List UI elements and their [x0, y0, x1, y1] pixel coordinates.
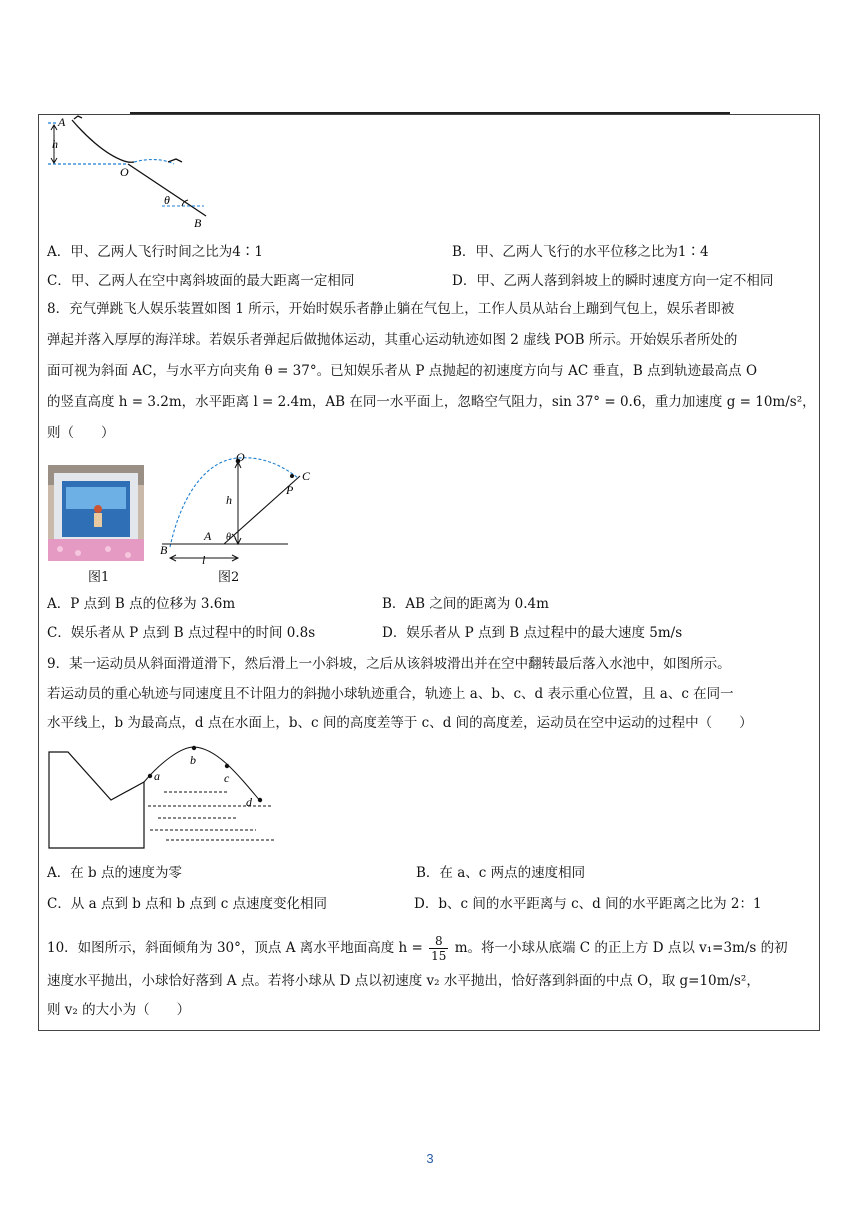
- q10-stem-line-3: 则 v₂ 的大小为（ ）: [47, 1002, 191, 1018]
- q9-fig-label-a: a: [154, 769, 160, 783]
- q8-fig-label-C: C: [302, 469, 311, 483]
- q8-stem-line-3: 面可视为斜面 AC，与水平方向夹角 θ = 37°。已知娱乐者从 P 点抛起的初速度方向与 AC 垂直，B 点到轨迹最高点 O: [47, 363, 758, 379]
- q8-fig-label-h: h: [226, 493, 232, 507]
- q7-option-c: C．甲、乙两人在空中离斜坡面的最大距离一定相同: [47, 273, 355, 289]
- q7-option-a: A．甲、乙两人飞行时间之比为4∶1: [47, 244, 263, 260]
- q10-stem-line-2: 速度水平抛出，小球恰好落到 A 点。若将小球从 D 点以初速度 v₂ 水平抛出，恰好落到斜面的中点 O，取 g=10m/s²，: [47, 973, 760, 989]
- q10-stem-line-1-start: 10．如图所示，斜面倾角为 30°，顶点 A 离水平地面高度 h =: [47, 940, 423, 956]
- q10-stem-line-1-end: m。将一小球从底端 C 的正上方 D 点以 v₁=3m/s 的初: [454, 940, 788, 956]
- q8-fig-label-l: l: [202, 553, 206, 567]
- q8-fig-label-A: A: [204, 529, 212, 543]
- q9-fig-label-d: d: [246, 795, 252, 809]
- q8-fig-label-O: O: [236, 450, 245, 464]
- q8-stem-line-5: 则（ ）: [47, 425, 115, 441]
- q10-stem-line-1: [47, 934, 788, 963]
- q8-stem-line-1: 8．充气弹跳飞人娱乐装置如图 1 所示，开始时娱乐者静止躺在气包上，工作人员从站台上蹦到气包上，娱乐者即被: [47, 301, 735, 317]
- q8-fig-label-B: B: [160, 543, 168, 557]
- q8-fig-label-P: P: [286, 483, 294, 497]
- q7-fig-label-O: O: [120, 165, 129, 179]
- q9-stem-line-3: 水平线上，b 为最高点，d 点在水面上，b、c 间的高度差等于 c、d 间的高度差，运动员在空中运动的过程中（ ）: [47, 715, 753, 731]
- q7-fig-label-B: B: [194, 216, 202, 230]
- q7-figure: [44, 114, 214, 232]
- q8-fig2-caption: 图2: [218, 570, 240, 585]
- q8-option-d: D．娱乐者从 P 点到 B 点过程中的最大速度 5m/s: [382, 625, 683, 641]
- q7-option-b: B．甲、乙两人飞行的水平位移之比为1∶4: [452, 244, 709, 260]
- q9-stem-line-2: 若运动员的重心轨迹与同速度且不计阻力的斜抛小球轨迹重合，轨迹上 a、b、c、d 表示重心位置，且 a、c 在同一: [47, 686, 734, 702]
- q8-photo: [48, 465, 144, 561]
- q8-stem-line-2: 弹起并落入厚厚的海洋球。若娱乐者弹起后做抛体运动，其重心运动轨迹如图 2 虚线 POB 所示。开始娱乐者所处的: [47, 332, 738, 348]
- q9-fig-label-b: b: [190, 753, 196, 767]
- q8-stem-line-4: 的竖直高度 h = 3.2m，水平距离 l = 2.4m，AB 在同一水平面上，忽略空气阻力，sin 37° = 0.6，重力加速度 g = 10m/s²，: [47, 394, 816, 410]
- q9-fig-label-c: c: [224, 771, 230, 785]
- q9-option-c: C．从 a 点到 b 点和 b 点到 c 点速度变化相同: [47, 896, 328, 912]
- q9-figure: [46, 742, 278, 850]
- q8-fig1-caption: 图1: [88, 570, 110, 585]
- page-number: 3: [426, 1151, 434, 1166]
- q9-option-d: D．b、c 间的水平距离与 c、d 间的水平距离之比为 2：1: [414, 896, 762, 912]
- q7-option-d: D．甲、乙两人落到斜坡上的瞬时速度方向一定不相同: [452, 273, 774, 289]
- q8-option-a: A．P 点到 B 点的位移为 3.6m: [47, 596, 236, 612]
- fraction-numerator: 8: [429, 934, 448, 949]
- q9-option-a: A．在 b 点的速度为零: [47, 865, 182, 881]
- q8-option-c: C．娱乐者从 P 点到 B 点过程中的时间 0.8s: [47, 625, 316, 641]
- q8-fig-label-theta: θ: [226, 532, 231, 543]
- fraction-denominator: 15: [431, 949, 447, 963]
- q9-stem-line-1: 9．某一运动员从斜面滑道滑下，然后滑上一小斜坡，之后从该斜坡滑出并在空中翻转最后落入水池中，如图所示。: [47, 656, 731, 672]
- q8-option-b: B．AB 之间的距离为 0.4m: [382, 596, 549, 612]
- q8-diagram: [158, 450, 311, 567]
- q7-fig-label-theta: θ: [164, 193, 170, 207]
- q10-height-fraction: [429, 934, 448, 963]
- q7-fig-label-h: h: [52, 137, 58, 151]
- q7-fig-label-A: A: [58, 115, 66, 129]
- q9-option-b: B．在 a、c 两点的速度相同: [416, 865, 586, 881]
